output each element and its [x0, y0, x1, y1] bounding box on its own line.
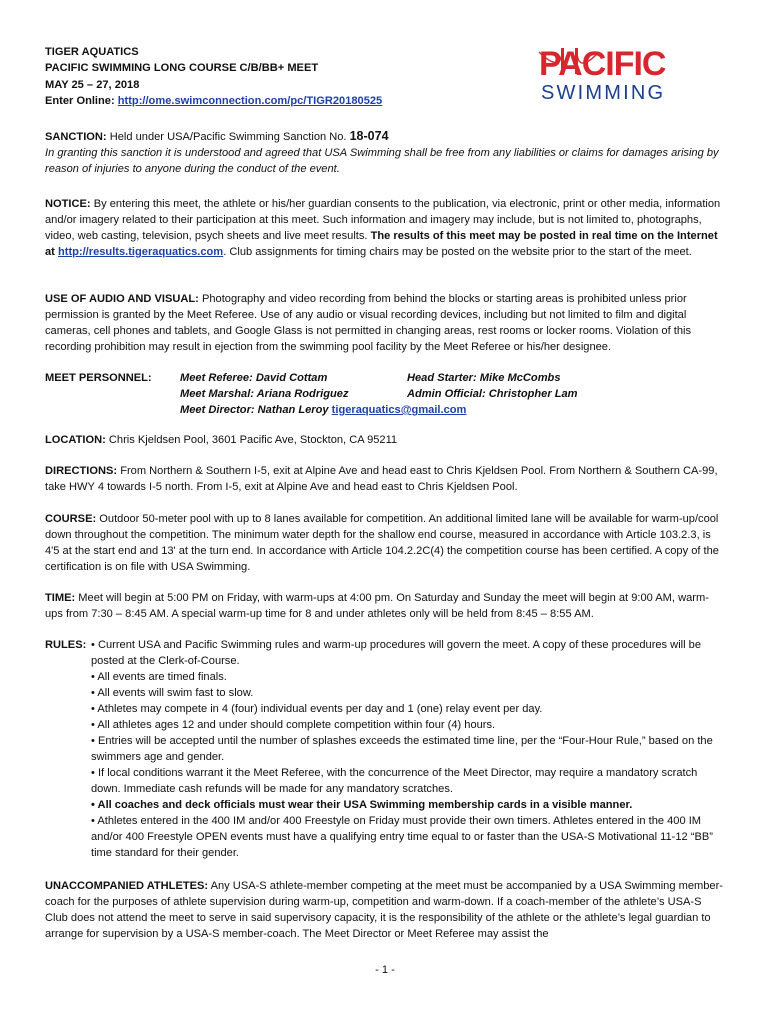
- rules-list: [91, 637, 721, 861]
- audio-visual-section: [45, 291, 725, 355]
- rule-item: • All athletes ages 12 and under should complete competition within four (4) hours.: [91, 719, 496, 731]
- sanction-number: 18-074: [349, 129, 389, 143]
- rule-item: • All events will swim fast to slow.: [91, 687, 254, 699]
- director-email-link[interactable]: tigeraquatics@gmail.com: [331, 404, 467, 416]
- head-starter: Head Starter: Mike McCombs: [407, 372, 561, 384]
- notice-label: NOTICE:: [45, 198, 91, 210]
- notice-tail: . Club assignments for timing chairs may be posted on the website prior to the start of the meet.: [223, 246, 692, 258]
- time-section: [45, 590, 725, 622]
- sanction-text: Held under USA/Pacific Swimming Sanction No.: [109, 131, 347, 143]
- unaccompanied-section: [45, 878, 725, 942]
- pacific-swimming-logo: [535, 44, 713, 102]
- time-text: Meet will begin at 5:00 PM on Friday, with warm-ups at 4:00 pm. On Saturday and Sunday the meet will begin at 9:00 AM, warm-ups from 7:30 – 8:45 AM. A special warm-up time for 8 and under athletes only will be held from 8:45 – 8:55 AM.: [45, 592, 709, 620]
- meet-director-line: [180, 402, 466, 418]
- enter-online-label: Enter Online:: [45, 94, 115, 107]
- location-section: [45, 432, 725, 448]
- header-meet-title: PACIFIC SWIMMING LONG COURSE C/B/BB+ MEET: [45, 62, 319, 75]
- enter-online-link[interactable]: http://ome.swimconnection.com/pc/TIGR20180525: [117, 94, 383, 107]
- rule-item: • All events are timed finals.: [91, 671, 227, 683]
- meet-referee: Meet Referee: David Cottam: [180, 372, 328, 384]
- rule-item: • If local conditions warrant it the Meet Referee, with the concurrence of the Meet Director, may require a mandatory scratch down. Immediate cash refunds will be made for any mandatory scratches.: [91, 767, 698, 795]
- rule-item: • All coaches and deck officials must wear their USA Swimming membership cards in a visible manner.: [91, 799, 633, 811]
- directions-section: [45, 463, 725, 495]
- meet-header: [45, 44, 382, 109]
- meet-director: Meet Director: Nathan Leroy: [180, 404, 329, 416]
- rule-item: • Current USA and Pacific Swimming rules and warm-up procedures will govern the meet. A copy of these procedures will be posted at the Clerk-of-Course.: [91, 639, 702, 667]
- directions-label: DIRECTIONS:: [45, 465, 118, 477]
- rule-item: • Athletes entered in the 400 IM and/or 400 Freestyle on Friday must provide their own timers. Athletes entered in the 400 IM and/or 400 Freestyle OPEN events must have a qualifying entry time equal to or faster than the USA-S Motivational 11-12 “BB” time standard for their gender.: [91, 815, 713, 859]
- rule-item: • Athletes may compete in 4 (four) individual events per day and 1 (one) relay event per day.: [91, 703, 543, 715]
- header-enter-online: [45, 93, 382, 109]
- rule-item: • Entries will be accepted until the number of splashes exceeds the estimated time line, per the “Four-Hour Rule,” based on the swimmers age and gender.: [91, 735, 713, 763]
- time-label: TIME:: [45, 592, 76, 604]
- header-dates: MAY 25 – 27, 2018: [45, 78, 140, 91]
- notice-text: By entering this meet, the athlete or his/her guardian consents to the publication, via electronic, print or other media, information and/or imagery related to their participation at this meet. Such information and imagery may include, but is not limited to, photographs, video, web casting, television, psych sheets and live meet results.: [45, 198, 721, 242]
- notice-section: [45, 196, 725, 260]
- admin-official: Admin Official: Christopher Lam: [407, 388, 578, 400]
- sanction-label: SANCTION:: [45, 131, 107, 143]
- course-text: Outdoor 50-meter pool with up to 8 lanes available for competition. An additional limited lane will be available for warm-up/cool down throughout the competition. The minimum water depth for the shallow end course, measured in accordance with Article 103.2.3, is 4'5 at the start end and 13' at the turn end. In accordance with Article 104.2.2C(4) the competition course has been certified. A copy of the certification is on file with USA Swimming.: [45, 513, 719, 573]
- directions-text: From Northern & Southern I-5, exit at Alpine Ave and head east to Chris Kjeldsen Pool. From Northern & Southern CA-99, take HWY 4 towards I-5 north. From I-5, exit at Alpine Ave and head east to Chris Kjeldsen Pool.: [45, 465, 718, 493]
- audio-label: USE OF AUDIO AND VISUAL:: [45, 293, 199, 305]
- logo-word-swimming: SWIMMING: [541, 82, 666, 102]
- personnel-label: MEET PERSONNEL:: [45, 372, 152, 384]
- page-number: - 1 -: [375, 964, 395, 976]
- course-label: COURSE:: [45, 513, 97, 525]
- unaccompanied-text: Any USA-S athlete-member competing at the meet must be accompanied by a USA Swimming member-coach for the purposes of athlete supervision during warm-up, competition and warm-down. If a coach-member of the athlete’s USA-S Club does not attend the meet to serve in said supervisory capacity, it is the responsibility of the athlete or the athlete’s legal guardian to arrange for supervision by a USA-S member-coach. The Meet Director or Meet Referee may assist the: [45, 880, 723, 940]
- location-label: LOCATION:: [45, 434, 106, 446]
- rules-label: RULES:: [45, 639, 87, 651]
- logo-word-pacific: PACIFIC: [539, 45, 666, 83]
- unaccompanied-label: UNACCOMPANIED ATHLETES:: [45, 880, 209, 892]
- location-text: Chris Kjeldsen Pool, 3601 Pacific Ave, Stockton, CA 95211: [108, 434, 398, 446]
- course-section: [45, 511, 725, 575]
- meet-marshal: Meet Marshal: Ariana Rodriguez: [180, 388, 349, 400]
- sanction-section: [45, 128, 725, 177]
- results-link[interactable]: http://results.tigeraquatics.com: [57, 246, 224, 258]
- audio-text: Photography and video recording from behind the blocks or starting areas is prohibited unless prior permission is granted by the Meet Referee. Use of any audio or visual recording devices, including but not limited to film and digital cameras, cell phones and tablets, and Google Glass is not permitted in changing areas, rest rooms or locker rooms. Violation of this recording prohibition may result in ejection from the swimming pool facility by the Meet Referee or his/her designee.: [45, 293, 692, 353]
- sanction-disclaimer: In granting this sanction it is understood and agreed that USA Swimming shall be free from any liabilities or claims for damages arising by reason of injuries to anyone during the conduct of the event.: [45, 147, 719, 175]
- header-club: TIGER AQUATICS: [45, 46, 139, 58]
- notice-bold-text: The results of this meet may be posted in real time on the Internet at: [45, 230, 718, 258]
